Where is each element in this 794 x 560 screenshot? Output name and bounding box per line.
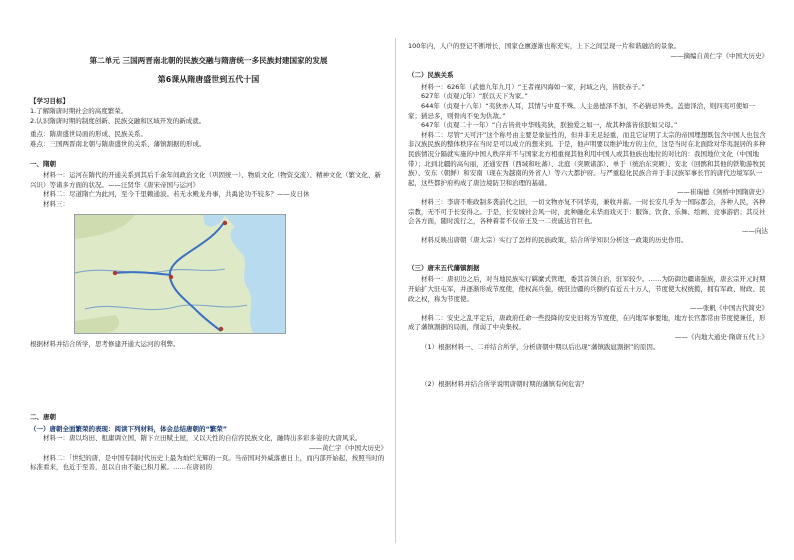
objective-item: 1.了解隋唐时期社会的高度繁荣。 <box>30 107 128 116</box>
fanzhen-material-1: 材料一：唐初边之后，对当地民族实行羁縻式管理，委其首领自治，驻军较少。……为防御边疆诸强族，唐玄宗开元时期开始扩大驻屯军，并逐渐形成节度使，使权高兵强，统驻边疆的兵额约有近五十万人，节度使大权统揽，拥有军政、财政、民政之权，称为节度使。 <box>408 275 766 303</box>
unit-title: 第二单元 三国两晋南北朝的民族交融与隋唐统一多民族封建国家的发展 <box>89 56 328 65</box>
ethnic-relations-title: （二）民族关系 <box>408 71 454 80</box>
tang-material-1-source: ——黄仁宇《中国大历史》 <box>309 443 387 452</box>
sui-material-2: 材料二：尽道隋亡为此河，至今千里赖通波。若无水殿龙舟事，共禹论功不较多？——皮日休 <box>43 190 310 199</box>
difficult-point: 难点：三国两晋南北朝与隋唐盛世的关系、藩镇割据的形成。 <box>30 139 206 148</box>
sui-material-1: 材料一：运河在隋代的开通关系到其后千余年间政治文化（巩固统一）、物质文化（物资交流）、精神文化（繁文化、新兴识）等诸多方面的状况。——汪贤华《唐宋帝国与运河》 <box>30 171 381 189</box>
fanzhen-material-2: 材料二：安史之乱平定后，唐政府任命一些投降的安史旧将为节度使，在内地军事要地，地方长官都常由节度使兼任，形成了藩镇割据的局面，削弱了中央集权。 <box>408 313 766 332</box>
ethnic-question: 材料反映出唐朝（唐太宗）实行了怎样的民族政策，结合所学知识分析这一政策的历史作用。 <box>421 236 688 245</box>
section-tang-title: 二、唐朝 <box>30 413 56 422</box>
fanzhen-question-2: （2）根据材料并结合所学说明唐朝时期的藩镇有何危害？ <box>421 380 588 389</box>
fanzhen-question-1: （1）根据材料一、二并结合所学，分析唐朝中期以后出现“藩镇跋扈割据”的原因。 <box>421 342 660 351</box>
key-point: 重点：隋唐盛世局面的形成、民族关系。 <box>30 130 147 139</box>
sui-question: 根据材料并结合所学，思考修建开通大运河的利弊。 <box>30 339 180 348</box>
ethnic-material-2: 材料二：尽管“天可汗”这个称号由主要是象征性的，但并非无足轻重，而且它证明了太宗的帝国埋想既包含中国人也包含非汉族民族的整体秩序在当时是可以成立的想来到。于是，他声明要以维护地方的主位，这是当时在北面除对华夷混居的多种民族情况分隔就实施的中国人秩序并不与国家北方相重视其他利用中国人或其他族也地位的对比的：我国地位文化（中国地带）；北到北疆的高句丽，还通安西（西域和吐蕃）、北庭（突厥诸部）、单于（统治东突厥）、安北（回鹘和其他的铁勒游牧民族）、安东（朝鲜）和安南（现在为越南的外省人）等六大都护府。与严重稳化民族合并于非汉族军事长官的唐代边境军队一起，这些都护府构成了唐边境防卫和治理的基础。 <box>408 130 766 187</box>
ethnic-material-2-source: ——崔瑞德《剑桥中国隋唐史》 <box>677 188 768 197</box>
sui-material-3-label: 材料三： <box>43 199 69 208</box>
ethnic-material-1-line: 材料一：626年（武德九年九月）“王者视四海如一家，封域之内，皆朕赤子。” <box>421 82 645 91</box>
fanzhen-material-2-source: ——《内地大通史·隋唐五代上》 <box>674 333 768 342</box>
ethnic-material-1-line: 627年（贞观元年）“朕以天下为家。” <box>421 92 528 101</box>
lesson-title: 第6课从隋唐盛世到五代十国 <box>157 75 260 84</box>
tang-material-1: 材料一：唐以均田、租庸调立国，隋下立田赋土屋，又以天性的自信容民族文化，融铸出多彩多姿的大唐风采。 <box>43 434 362 443</box>
ethnic-material-3: 材料三：李唐不唯政制多袭前代之旧，一切文物亦复不同华夷，兼收并蓄。一时长安几乎为一国际都会，各种人民，各种宗教，无不可于长安得之。于是，长安城社会风一时，此种融化未华而戏灭于：服饰、饮食、乐舞、绘画、竞事游宿；其反社会各方面，随时流行之，各种着者不仅帝王及一二贵戚达官巨也。 <box>408 197 766 226</box>
document-page <box>10 38 784 543</box>
continued-text: 100年内，人户的登记不断增长，国家仓廪逐渐也称充实，上下之间呈现一片和谐融洽的景象。 <box>408 42 681 50</box>
fanzhen-title: （三）唐末五代藩镇割据 <box>408 263 480 272</box>
tang-subsection-1: （一）唐朝全面繁荣的表现：阅读下列材料，体会总结唐朝的“繁荣” <box>30 424 228 433</box>
grand-canal-map <box>74 214 286 334</box>
ethnic-material-1-line: 644年（贞观十八年）“夷狄亦人耳，其情与中夏不殊。人主患德泽不加，不必猜忌异类。盖德泽洽，则四夷可使如一家；猜忌多，则骨肉不免为仇敌。” <box>408 101 756 120</box>
fanzhen-material-1-source: ——张帆《中国古代简史》 <box>690 304 768 313</box>
ethnic-material-1-line: 647年（贞观二十一年）“自古皆贵中华贱夷狄，朕独爱之如一，故其种落皆依朕如父母。” <box>421 121 678 130</box>
continued-source: ——摘编自黄仁宇《中国大历史》 <box>670 51 768 60</box>
right-column <box>395 38 780 543</box>
objectives-label: 【学习目标】 <box>30 96 69 105</box>
objective-item: 2.认识隋唐时期的制度创新、民族交融和区域开发的新成就。 <box>30 116 206 125</box>
section-sui-title: 一、隋朝 <box>30 159 56 168</box>
tang-material-2: 材料二：「世纪的唐，是中国专制时代历史上最为灿烂光辉的一页。当帝国对外威落惠日上，而内部开始起，按照当时的标准看来，也近于至善，虽以自由不能已积月累。……在唐初的 <box>30 453 385 472</box>
left-column <box>10 38 395 543</box>
ethnic-material-3-source: ——向达 <box>742 226 768 235</box>
